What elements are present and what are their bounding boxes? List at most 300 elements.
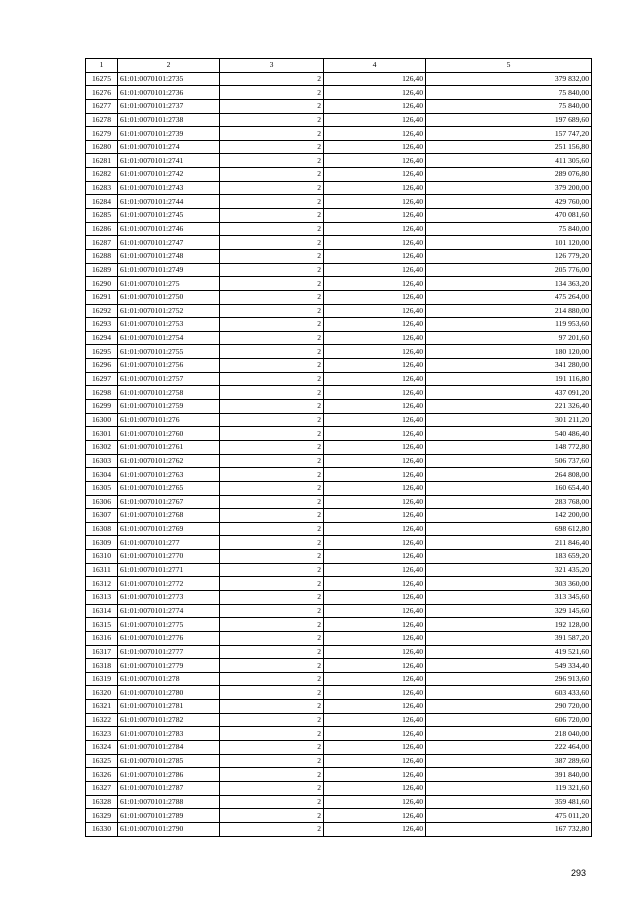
row-number: 16287 (86, 236, 118, 250)
table-header (86, 59, 592, 73)
cadastral-number: 61:01:0070101:2763 (118, 468, 220, 482)
col-5-value: 540 486,40 (426, 427, 592, 441)
table-row (86, 645, 592, 659)
col-3-value: 2 (220, 318, 324, 332)
col-4-value: 126,40 (324, 86, 426, 100)
table-row (86, 659, 592, 673)
col-4-value: 126,40 (324, 686, 426, 700)
col-5-value: 192 128,00 (426, 618, 592, 632)
row-number: 16278 (86, 113, 118, 127)
col-5-value: 429 760,00 (426, 195, 592, 209)
row-number: 16282 (86, 168, 118, 182)
row-number: 16283 (86, 181, 118, 195)
cadastral-number: 61:01:0070101:2787 (118, 781, 220, 795)
table-row (86, 413, 592, 427)
cadastral-number: 61:01:0070101:2782 (118, 713, 220, 727)
col-5-value: 603 433,60 (426, 686, 592, 700)
cadastral-number: 61:01:0070101:2783 (118, 727, 220, 741)
table-row (86, 372, 592, 386)
col-5-value: 391 587,20 (426, 631, 592, 645)
col-5-value: 101 120,00 (426, 236, 592, 250)
col-4-value: 126,40 (324, 195, 426, 209)
cadastral-number: 61:01:0070101:2739 (118, 127, 220, 141)
col-5-value: 191 116,80 (426, 372, 592, 386)
table-row (86, 345, 592, 359)
col-4-value: 126,40 (324, 236, 426, 250)
col-3-value: 2 (220, 563, 324, 577)
col-4-value: 126,40 (324, 563, 426, 577)
table-row (86, 577, 592, 591)
col-4-value: 126,40 (324, 413, 426, 427)
col-5-value: 283 768,00 (426, 495, 592, 509)
col-3-value: 2 (220, 99, 324, 113)
table-row (86, 86, 592, 100)
col-3-value: 2 (220, 781, 324, 795)
col-5-value: 301 211,20 (426, 413, 592, 427)
col-3-value: 2 (220, 550, 324, 564)
header-col-4: 4 (324, 59, 426, 73)
table-row (86, 195, 592, 209)
col-3-value: 2 (220, 386, 324, 400)
col-4-value: 126,40 (324, 181, 426, 195)
col-5-value: 180 120,00 (426, 345, 592, 359)
col-4-value: 126,40 (324, 427, 426, 441)
row-number: 16330 (86, 822, 118, 836)
col-4-value: 126,40 (324, 522, 426, 536)
table-row (86, 509, 592, 523)
row-number: 16293 (86, 318, 118, 332)
row-number: 16303 (86, 454, 118, 468)
col-4-value: 126,40 (324, 577, 426, 591)
cadastral-number: 61:01:0070101:278 (118, 672, 220, 686)
row-number: 16285 (86, 209, 118, 223)
cadastral-number: 61:01:0070101:2743 (118, 181, 220, 195)
table-row (86, 618, 592, 632)
cadastral-number: 61:01:0070101:277 (118, 536, 220, 550)
cadastral-number: 61:01:0070101:2736 (118, 86, 220, 100)
col-4-value: 126,40 (324, 331, 426, 345)
table-row (86, 468, 592, 482)
row-number: 16329 (86, 809, 118, 823)
col-3-value: 2 (220, 427, 324, 441)
col-3-value: 2 (220, 468, 324, 482)
col-3-value: 2 (220, 536, 324, 550)
col-4-value: 126,40 (324, 454, 426, 468)
cadastral-number: 61:01:0070101:2762 (118, 454, 220, 468)
header-col-3: 3 (220, 59, 324, 73)
row-number: 16276 (86, 86, 118, 100)
col-4-value: 126,40 (324, 72, 426, 86)
cadastral-number: 61:01:0070101:274 (118, 140, 220, 154)
table-row (86, 113, 592, 127)
cadastral-number: 61:01:0070101:2784 (118, 741, 220, 755)
col-3-value: 2 (220, 154, 324, 168)
table-row (86, 331, 592, 345)
cadastral-number: 61:01:0070101:2741 (118, 154, 220, 168)
col-4-value: 126,40 (324, 222, 426, 236)
col-3-value: 2 (220, 181, 324, 195)
col-4-value: 126,40 (324, 645, 426, 659)
row-number: 16310 (86, 550, 118, 564)
col-5-value: 379 832,00 (426, 72, 592, 86)
cadastral-number: 61:01:0070101:2749 (118, 263, 220, 277)
col-4-value: 126,40 (324, 536, 426, 550)
table-row (86, 140, 592, 154)
table-row (86, 550, 592, 564)
table-row (86, 127, 592, 141)
col-3-value: 2 (220, 359, 324, 373)
col-5-value: 75 840,00 (426, 99, 592, 113)
col-4-value: 126,40 (324, 509, 426, 523)
table-row (86, 713, 592, 727)
col-4-value: 126,40 (324, 713, 426, 727)
row-number: 16317 (86, 645, 118, 659)
row-number: 16321 (86, 700, 118, 714)
col-5-value: 437 091,20 (426, 386, 592, 400)
cadastral-number: 61:01:0070101:2777 (118, 645, 220, 659)
table-row (86, 318, 592, 332)
col-3-value: 2 (220, 263, 324, 277)
col-5-value: 290 720,00 (426, 700, 592, 714)
col-4-value: 126,40 (324, 290, 426, 304)
col-4-value: 126,40 (324, 372, 426, 386)
col-3-value: 2 (220, 481, 324, 495)
row-number: 16290 (86, 277, 118, 291)
cadastral-number: 61:01:0070101:2760 (118, 427, 220, 441)
col-3-value: 2 (220, 345, 324, 359)
cadastral-number: 61:01:0070101:2758 (118, 386, 220, 400)
table-row (86, 277, 592, 291)
table-row (86, 99, 592, 113)
table-row (86, 590, 592, 604)
col-4-value: 126,40 (324, 768, 426, 782)
cadastral-number: 61:01:0070101:2771 (118, 563, 220, 577)
col-3-value: 2 (220, 222, 324, 236)
table-row (86, 154, 592, 168)
table-row (86, 631, 592, 645)
col-5-value: 321 435,20 (426, 563, 592, 577)
col-3-value: 2 (220, 768, 324, 782)
col-4-value: 126,40 (324, 99, 426, 113)
row-number: 16324 (86, 741, 118, 755)
cadastral-number: 61:01:0070101:2785 (118, 754, 220, 768)
col-3-value: 2 (220, 645, 324, 659)
table-row (86, 495, 592, 509)
cadastral-number: 61:01:0070101:2750 (118, 290, 220, 304)
col-3-value: 2 (220, 86, 324, 100)
row-number: 16314 (86, 604, 118, 618)
row-number: 16298 (86, 386, 118, 400)
table-row (86, 809, 592, 823)
col-3-value: 2 (220, 372, 324, 386)
table-row (86, 754, 592, 768)
col-4-value: 126,40 (324, 318, 426, 332)
row-number: 16300 (86, 413, 118, 427)
table-row (86, 700, 592, 714)
col-5-value: 341 280,00 (426, 359, 592, 373)
row-number: 16296 (86, 359, 118, 373)
row-number: 16304 (86, 468, 118, 482)
col-5-value: 313 345,60 (426, 590, 592, 604)
col-3-value: 2 (220, 822, 324, 836)
col-3-value: 2 (220, 522, 324, 536)
cadastral-number: 61:01:0070101:2747 (118, 236, 220, 250)
col-5-value: 211 846,40 (426, 536, 592, 550)
col-5-value: 183 659,20 (426, 550, 592, 564)
col-4-value: 126,40 (324, 590, 426, 604)
col-3-value: 2 (220, 713, 324, 727)
table-row (86, 440, 592, 454)
col-5-value: 411 305,60 (426, 154, 592, 168)
col-4-value: 126,40 (324, 386, 426, 400)
col-3-value: 2 (220, 195, 324, 209)
cadastral-number: 61:01:0070101:2773 (118, 590, 220, 604)
col-4-value: 126,40 (324, 400, 426, 414)
row-number: 16299 (86, 400, 118, 414)
col-4-value: 126,40 (324, 781, 426, 795)
row-number: 16320 (86, 686, 118, 700)
cadastral-number: 61:01:0070101:2745 (118, 209, 220, 223)
col-5-value: 134 363,20 (426, 277, 592, 291)
table-row (86, 236, 592, 250)
row-number: 16328 (86, 795, 118, 809)
col-4-value: 126,40 (324, 209, 426, 223)
col-3-value: 2 (220, 168, 324, 182)
col-4-value: 126,40 (324, 140, 426, 154)
cadastral-number: 61:01:0070101:275 (118, 277, 220, 291)
header-col-5: 5 (426, 59, 592, 73)
cadastral-number: 61:01:0070101:2779 (118, 659, 220, 673)
table-row (86, 427, 592, 441)
cadastral-number: 61:01:0070101:2757 (118, 372, 220, 386)
table-row (86, 727, 592, 741)
table-row (86, 359, 592, 373)
cadastral-number: 61:01:0070101:2772 (118, 577, 220, 591)
row-number: 16284 (86, 195, 118, 209)
row-number: 16280 (86, 140, 118, 154)
cadastral-number: 61:01:0070101:2775 (118, 618, 220, 632)
table-row (86, 795, 592, 809)
col-5-value: 329 145,60 (426, 604, 592, 618)
row-number: 16306 (86, 495, 118, 509)
col-4-value: 126,40 (324, 672, 426, 686)
col-3-value: 2 (220, 509, 324, 523)
col-3-value: 2 (220, 631, 324, 645)
col-5-value: 214 880,00 (426, 304, 592, 318)
table-row (86, 563, 592, 577)
col-3-value: 2 (220, 659, 324, 673)
row-number: 16318 (86, 659, 118, 673)
table-row (86, 290, 592, 304)
col-5-value: 359 481,60 (426, 795, 592, 809)
row-number: 16277 (86, 99, 118, 113)
cadastral-number: 61:01:0070101:2789 (118, 809, 220, 823)
col-5-value: 167 732,80 (426, 822, 592, 836)
table-body (86, 72, 592, 836)
table-row (86, 768, 592, 782)
cadastral-number: 61:01:0070101:2738 (118, 113, 220, 127)
table-row (86, 822, 592, 836)
row-number: 16279 (86, 127, 118, 141)
col-4-value: 126,40 (324, 481, 426, 495)
col-3-value: 2 (220, 495, 324, 509)
cadastral-number: 61:01:0070101:2780 (118, 686, 220, 700)
col-3-value: 2 (220, 454, 324, 468)
col-5-value: 475 264,00 (426, 290, 592, 304)
col-5-value: 148 772,80 (426, 440, 592, 454)
col-4-value: 126,40 (324, 495, 426, 509)
table-row (86, 400, 592, 414)
cadastral-number: 61:01:0070101:2754 (118, 331, 220, 345)
col-3-value: 2 (220, 686, 324, 700)
col-5-value: 197 689,60 (426, 113, 592, 127)
col-5-value: 391 840,00 (426, 768, 592, 782)
col-5-value: 606 720,00 (426, 713, 592, 727)
col-4-value: 126,40 (324, 604, 426, 618)
col-5-value: 549 334,40 (426, 659, 592, 673)
cadastral-number: 61:01:0070101:2768 (118, 509, 220, 523)
row-number: 16294 (86, 331, 118, 345)
col-5-value: 221 326,40 (426, 400, 592, 414)
col-5-value: 379 200,00 (426, 181, 592, 195)
col-4-value: 126,40 (324, 263, 426, 277)
table-row (86, 222, 592, 236)
data-table (85, 58, 592, 837)
col-3-value: 2 (220, 809, 324, 823)
col-3-value: 2 (220, 209, 324, 223)
table-row (86, 168, 592, 182)
cadastral-number: 61:01:0070101:2744 (118, 195, 220, 209)
header-col-1: 1 (86, 59, 118, 73)
row-number: 16307 (86, 509, 118, 523)
col-5-value: 126 779,20 (426, 249, 592, 263)
row-number: 16288 (86, 249, 118, 263)
col-4-value: 126,40 (324, 822, 426, 836)
col-3-value: 2 (220, 413, 324, 427)
cadastral-number: 61:01:0070101:2746 (118, 222, 220, 236)
col-4-value: 126,40 (324, 127, 426, 141)
col-5-value: 303 360,00 (426, 577, 592, 591)
table-row (86, 72, 592, 86)
table-row (86, 536, 592, 550)
col-4-value: 126,40 (324, 754, 426, 768)
col-5-value: 419 521,60 (426, 645, 592, 659)
col-5-value: 264 808,00 (426, 468, 592, 482)
header-row (86, 59, 592, 73)
col-5-value: 387 289,60 (426, 754, 592, 768)
col-3-value: 2 (220, 249, 324, 263)
col-4-value: 126,40 (324, 113, 426, 127)
col-4-value: 126,40 (324, 168, 426, 182)
row-number: 16322 (86, 713, 118, 727)
row-number: 16311 (86, 563, 118, 577)
table-row (86, 181, 592, 195)
cadastral-number: 61:01:0070101:2752 (118, 304, 220, 318)
cadastral-number: 61:01:0070101:2742 (118, 168, 220, 182)
col-3-value: 2 (220, 795, 324, 809)
col-3-value: 2 (220, 672, 324, 686)
cadastral-number: 61:01:0070101:2770 (118, 550, 220, 564)
col-5-value: 222 464,00 (426, 741, 592, 755)
cadastral-number: 61:01:0070101:2748 (118, 249, 220, 263)
col-3-value: 2 (220, 577, 324, 591)
col-5-value: 142 200,00 (426, 509, 592, 523)
col-4-value: 126,40 (324, 345, 426, 359)
table-row (86, 249, 592, 263)
row-number: 16297 (86, 372, 118, 386)
row-number: 16305 (86, 481, 118, 495)
row-number: 16313 (86, 590, 118, 604)
row-number: 16301 (86, 427, 118, 441)
row-number: 16286 (86, 222, 118, 236)
col-5-value: 470 081,60 (426, 209, 592, 223)
table-row (86, 672, 592, 686)
col-4-value: 126,40 (324, 359, 426, 373)
table-row (86, 454, 592, 468)
row-number: 16292 (86, 304, 118, 318)
cadastral-number: 61:01:0070101:2790 (118, 822, 220, 836)
table-row (86, 781, 592, 795)
row-number: 16326 (86, 768, 118, 782)
col-4-value: 126,40 (324, 440, 426, 454)
col-4-value: 126,40 (324, 550, 426, 564)
cadastral-number: 61:01:0070101:2776 (118, 631, 220, 645)
cadastral-number: 61:01:0070101:2781 (118, 700, 220, 714)
row-number: 16291 (86, 290, 118, 304)
table-row (86, 209, 592, 223)
table-row (86, 481, 592, 495)
row-number: 16289 (86, 263, 118, 277)
cadastral-number: 61:01:0070101:2786 (118, 768, 220, 782)
row-number: 16295 (86, 345, 118, 359)
row-number: 16308 (86, 522, 118, 536)
col-3-value: 2 (220, 727, 324, 741)
col-4-value: 126,40 (324, 741, 426, 755)
table-row (86, 686, 592, 700)
row-number: 16281 (86, 154, 118, 168)
row-number: 16316 (86, 631, 118, 645)
col-5-value: 75 840,00 (426, 86, 592, 100)
col-3-value: 2 (220, 440, 324, 454)
col-3-value: 2 (220, 113, 324, 127)
col-3-value: 2 (220, 331, 324, 345)
col-4-value: 126,40 (324, 659, 426, 673)
col-3-value: 2 (220, 400, 324, 414)
col-5-value: 475 011,20 (426, 809, 592, 823)
row-number: 16302 (86, 440, 118, 454)
col-4-value: 126,40 (324, 277, 426, 291)
col-5-value: 119 953,60 (426, 318, 592, 332)
col-3-value: 2 (220, 304, 324, 318)
col-5-value: 205 776,00 (426, 263, 592, 277)
col-3-value: 2 (220, 72, 324, 86)
row-number: 16275 (86, 72, 118, 86)
table-row (86, 304, 592, 318)
col-4-value: 126,40 (324, 700, 426, 714)
col-5-value: 506 737,60 (426, 454, 592, 468)
col-3-value: 2 (220, 590, 324, 604)
row-number: 16315 (86, 618, 118, 632)
row-number: 16319 (86, 672, 118, 686)
cadastral-number: 61:01:0070101:276 (118, 413, 220, 427)
cadastral-number: 61:01:0070101:2765 (118, 481, 220, 495)
cadastral-number: 61:01:0070101:2755 (118, 345, 220, 359)
table-row (86, 741, 592, 755)
table-row (86, 263, 592, 277)
cadastral-number: 61:01:0070101:2759 (118, 400, 220, 414)
col-4-value: 126,40 (324, 154, 426, 168)
cadastral-number: 61:01:0070101:2756 (118, 359, 220, 373)
